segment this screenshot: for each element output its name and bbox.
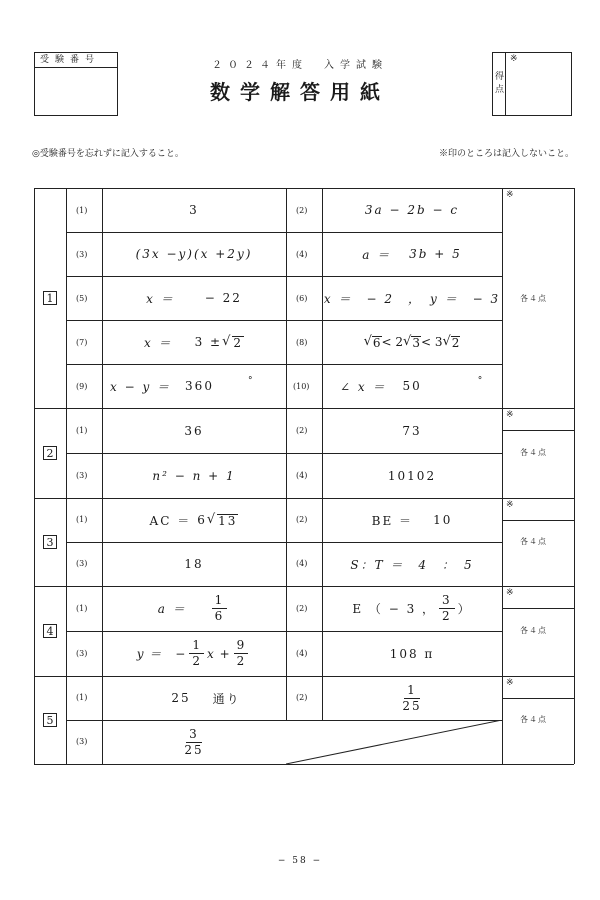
s2-q4-label: (4): [296, 471, 308, 480]
s2-q3-label: (3): [76, 471, 88, 480]
s2-q1-answer: 36: [184, 423, 204, 438]
s4-q3-answer: y ＝ − $\frac{1}{2}$ x + $\frac{9}{2}$: [102, 631, 286, 676]
s1-q2-answer: 3a − 2b − c: [364, 203, 460, 217]
s1-q10-answer: ∠ x ＝ 50 °: [340, 376, 485, 394]
fraction: $\frac{3}{2}$: [439, 593, 455, 624]
s5-q2-answer: $\frac{1}{25}$: [402, 682, 422, 713]
score-label: 得点: [492, 52, 506, 116]
s2-points: 各４点: [520, 448, 547, 457]
s4-q2-answer: E （ − 3 ， $\frac{3}{2}$ ）: [352, 593, 472, 623]
s3-q2-label: (2): [296, 515, 308, 524]
section-number-3: 3: [43, 535, 57, 549]
s1-q8-label: (8): [296, 338, 308, 347]
s3-q4-label: (4): [296, 559, 308, 568]
s3-q1-answer: AC ＝ 6 √ 13: [149, 512, 238, 528]
s1-q6-label: (6): [296, 294, 308, 303]
s2-q3-answer: n² − n + 1: [152, 468, 236, 483]
s1-q8-answer: √ 6 < 2 √ 3 < 3 √ 2: [363, 334, 460, 350]
s4-q2-label: (2): [296, 604, 308, 613]
s5-q2-label: (2): [296, 693, 308, 702]
section-number-1: 1: [43, 291, 57, 305]
s1-q1-answer: 3: [189, 203, 199, 217]
s2-mark: ※: [506, 410, 514, 420]
section-number-5: 5: [43, 713, 57, 727]
s1-points: 各４点: [520, 294, 547, 303]
blank-cell-slash: [286, 720, 502, 764]
title-year: ２０２４年度 入学試験: [212, 60, 388, 71]
s5-q3-answer: $\frac{3}{25}$: [184, 726, 204, 757]
sqrt-symbol: √ 2: [222, 334, 244, 350]
section-number-2: 2: [43, 446, 57, 460]
s4-q1-label: (1): [76, 604, 88, 613]
s2-q4-answer: 10102: [387, 468, 437, 483]
s1-mark: ※: [506, 190, 514, 200]
note-exam-number: ◎受験番号を忘れずに記入すること。: [32, 149, 184, 159]
s3-q4-answer: S：T ＝ 4 ： 5: [350, 557, 474, 572]
s4-q1-answer: a ＝ $\frac{1}{6}$: [102, 586, 286, 631]
s3-q3-answer: 18: [184, 557, 204, 571]
s2-q1-label: (1): [76, 426, 88, 435]
s1-q4-label: (4): [296, 250, 308, 259]
s1-q10-label: (10): [293, 382, 310, 391]
s3-mark: ※: [506, 500, 514, 510]
s5-q1-answer: 25 通り: [171, 691, 241, 706]
s1-q1-label: (1): [76, 206, 88, 215]
score-mark: ※: [510, 54, 518, 64]
s1-q5-label: (5): [76, 294, 88, 303]
s1-q5-answer: x ＝ − 22: [146, 291, 242, 306]
s4-q3-label: (3): [76, 649, 88, 658]
s1-q3-label: (3): [76, 250, 88, 259]
s2-q2-answer: 73: [402, 423, 422, 438]
s1-q9-answer: x − y ＝ 360 °: [110, 376, 255, 394]
s4-q4-answer: 108 π: [389, 646, 435, 661]
s1-q2-label: (2): [296, 206, 308, 215]
s5-q1-label: (1): [76, 693, 88, 702]
s3-q1-label: (1): [76, 515, 88, 524]
s1-q4-answer: a ＝ 3b + 5: [362, 247, 462, 262]
s5-q3-label: (3): [76, 737, 88, 746]
s1-q6-answer: x ＝ − 2 ， y ＝ − 3: [323, 291, 501, 306]
fraction: $\frac{1}{6}$: [212, 593, 228, 624]
s5-mark: ※: [506, 678, 514, 688]
page-number: − 58 −: [277, 856, 323, 866]
s1-q9-label: (9): [76, 382, 88, 391]
s3-points: 各４点: [520, 537, 547, 546]
s4-q4-label: (4): [296, 649, 308, 658]
s4-points: 各４点: [520, 626, 547, 635]
s1-q7-label: (7): [76, 338, 88, 347]
s5-points: 各４点: [520, 715, 547, 724]
s4-mark: ※: [506, 588, 514, 598]
section-number-4: 4: [43, 624, 57, 638]
exam-number-label: 受験番号: [34, 52, 118, 68]
s3-q2-answer: BE ＝ 10: [371, 513, 453, 528]
s3-q3-label: (3): [76, 559, 88, 568]
s2-q2-label: (2): [296, 426, 308, 435]
note-no-fill: ※印のところは記入しないこと。: [438, 149, 574, 159]
page-title: 数学解答用紙: [210, 80, 390, 104]
s1-q3-answer: (3x −y)(x +2y): [135, 247, 253, 261]
s1-q7-answer: x ＝ 3 ± √ 2: [143, 334, 244, 350]
